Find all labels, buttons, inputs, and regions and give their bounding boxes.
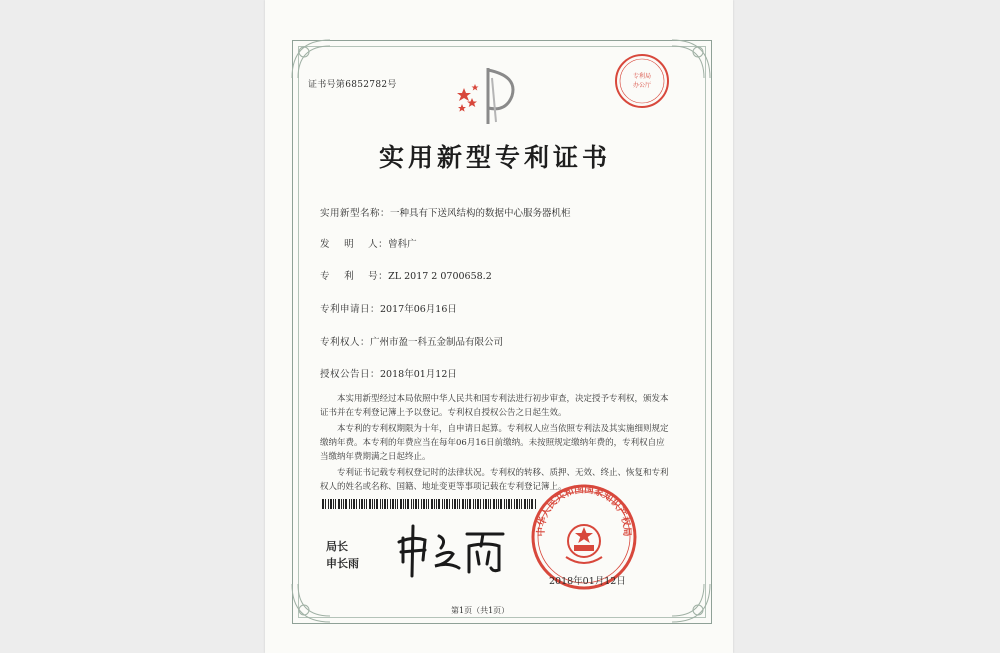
page-number: 第1页（共1页） bbox=[451, 606, 510, 615]
field-patent-number bbox=[320, 268, 492, 282]
field-label: 实用新型名称： bbox=[320, 208, 391, 219]
field-application-date bbox=[320, 301, 457, 315]
corner-ornament-icon bbox=[290, 578, 336, 624]
office-seal-icon bbox=[613, 52, 671, 110]
body-paragraph: 专利证书记载专利权登记时的法律状况。专利权的转移、质押、无效、终止、恢复和专利权人的姓名或名称、国籍、地址变更等事项记载在专利登记簿上。 bbox=[320, 468, 669, 492]
certificate-number: 证书号第6852782号 bbox=[308, 80, 397, 90]
svg-text:办公厅: 办公厅 bbox=[632, 82, 652, 89]
signature-icon bbox=[395, 520, 510, 580]
field-label: 专 利 号： bbox=[320, 271, 389, 282]
field-patentee bbox=[320, 334, 503, 348]
issue-date: 2018年01月12日 bbox=[549, 576, 626, 587]
certificate-body-text bbox=[320, 392, 670, 496]
field-label: 专利申请日： bbox=[320, 304, 381, 315]
svg-text:专利局: 专利局 bbox=[632, 73, 652, 80]
field-value: 2017年06月16日 bbox=[380, 304, 457, 315]
field-label: 授权公告日： bbox=[320, 369, 381, 380]
field-label: 专利权人： bbox=[320, 337, 371, 348]
field-value: 曾科广 bbox=[388, 239, 417, 250]
corner-ornament-icon bbox=[666, 578, 712, 624]
field-value: ZL 2017 2 0700658.2 bbox=[388, 271, 492, 282]
body-paragraph: 本专利的专利权期限为十年，自申请日起算。专利权人应当依照专利法及其实施细则规定缴纳年费。本专利的年费应当在每年06月16日前缴纳。未按照规定缴纳年费的，专利权自应当缴纳年费期满之日起终止。 bbox=[320, 424, 669, 462]
field-value: 2018年01月12日 bbox=[380, 369, 457, 380]
field-value: 一种具有下送风结构的数据中心服务器机柜 bbox=[390, 208, 571, 219]
barcode-icon bbox=[322, 499, 537, 509]
field-utility-model-name bbox=[320, 205, 571, 219]
field-inventor bbox=[320, 236, 417, 250]
corner-ornament-icon bbox=[666, 38, 712, 84]
field-label: 发 明 人： bbox=[320, 239, 389, 250]
director-name: 申长雨 bbox=[326, 557, 359, 570]
patent-office-logo-icon bbox=[450, 62, 520, 130]
field-value: 广州市盈一科五金制品有限公司 bbox=[370, 337, 504, 348]
seal-text: 中华人民共和国国家知识产权局 bbox=[535, 484, 633, 537]
field-grant-date bbox=[320, 366, 457, 380]
director-title: 局长 bbox=[326, 540, 348, 553]
body-paragraph: 本实用新型经过本局依照中华人民共和国专利法进行初步审查，决定授予专利权，颁发本证书并在专利登记簿上予以登记。专利权自授权公告之日起生效。 bbox=[320, 394, 669, 418]
certificate-title: 实用新型专利证书 bbox=[378, 143, 611, 172]
